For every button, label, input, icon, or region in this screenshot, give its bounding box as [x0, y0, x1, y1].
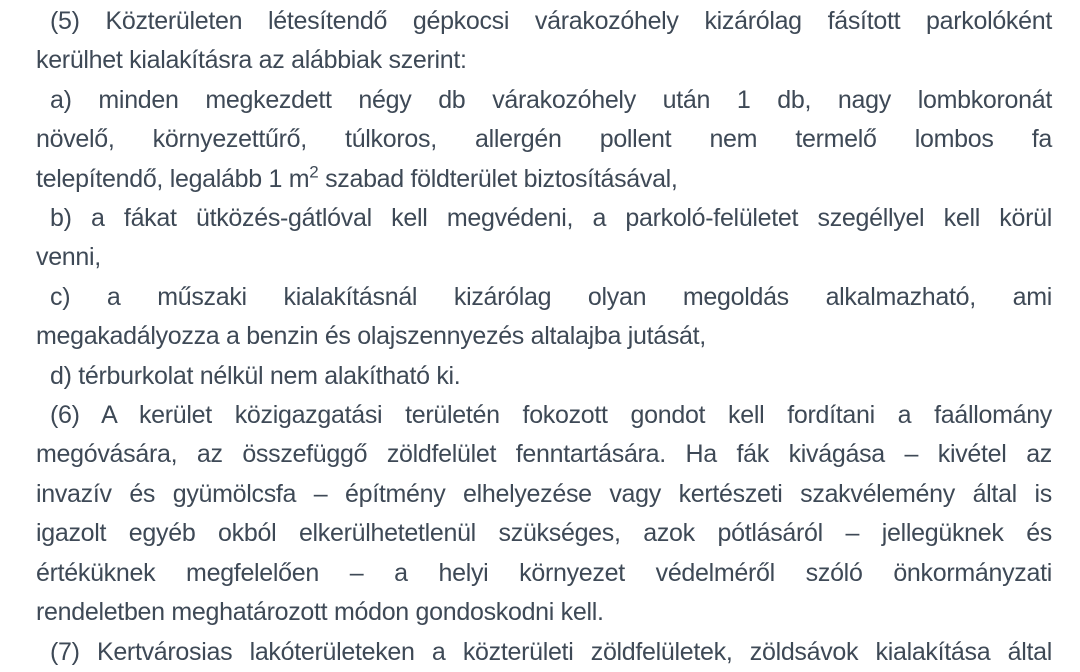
paragraph-5-point-c-line-1: c) a műszaki kialakításnál kizárólag olyan megoldás alkalmazható, ami — [50, 282, 1052, 311]
paragraph-5-point-a-line-1: a) minden megkezdett négy db várakozóhely után 1 db, nagy lombkoronát — [50, 85, 1052, 114]
paragraph-5-intro-line-2: kerülhet kialakításra az alábbiak szerint: — [36, 46, 467, 75]
paragraph-5-point-c-line-2: megakadályozza a benzin és olajszennyezés altalajba jutását, — [36, 322, 706, 351]
paragraph-5-point-a-line-2: növelő, környezettűrő, túlkoros, allergén pollent nem termelő lombos fa — [36, 125, 1052, 154]
paragraph-7-partial-line-1: (7) Kertvárosias lakóterületeken a közterületi zöldfelületek, zöldsávok kialakítása által — [50, 637, 1052, 666]
paragraph-6-line-6: rendeletben meghatározott módon gondoskodni kell. — [36, 598, 604, 627]
paragraph-6-line-3: invazív és gyümölcsfa – építmény elhelyezése vagy kertészeti szakvélemény által is — [36, 479, 1052, 508]
paragraph-5-point-a-line-3: telepítendő, legalább 1 $m^2$ szabad földterület biztosításával, — [36, 162, 678, 193]
paragraph-5-point-d-line-1: d) térburkolat nélkül nem alakítható ki. — [50, 361, 461, 390]
superscript-exponent: 2 — [309, 162, 319, 182]
paragraph-5-point-b-line-2: venni, — [36, 243, 101, 272]
paragraph-6-line-2: megóvására, az összefüggő zöldfelület fenntartására. Ha fák kivágása – kivétel az — [36, 440, 1052, 469]
paragraph-5-intro-line-1: (5) Közterületen létesítendő gépkocsi várakozóhely kizárólag fásított parkolóként — [50, 7, 1052, 35]
paragraph-6-line-4: igazolt egyéb okból elkerülhetetlenül szükséges, azok pótlásáról – jellegüknek és — [36, 519, 1052, 548]
paragraph-6-line-1: (6) A kerület közigazgatási területén fokozott gondot kell fordítani a faállomány — [50, 401, 1052, 430]
paragraph-5-point-b-line-1: b) a fákat ütközés-gátlóval kell megvédeni, a parkoló-felületet szegéllyel kell körül — [50, 204, 1052, 233]
paragraph-6-line-5: értéküknek megfelelően – a helyi környezet védelméről szóló önkormányzati — [36, 558, 1052, 587]
